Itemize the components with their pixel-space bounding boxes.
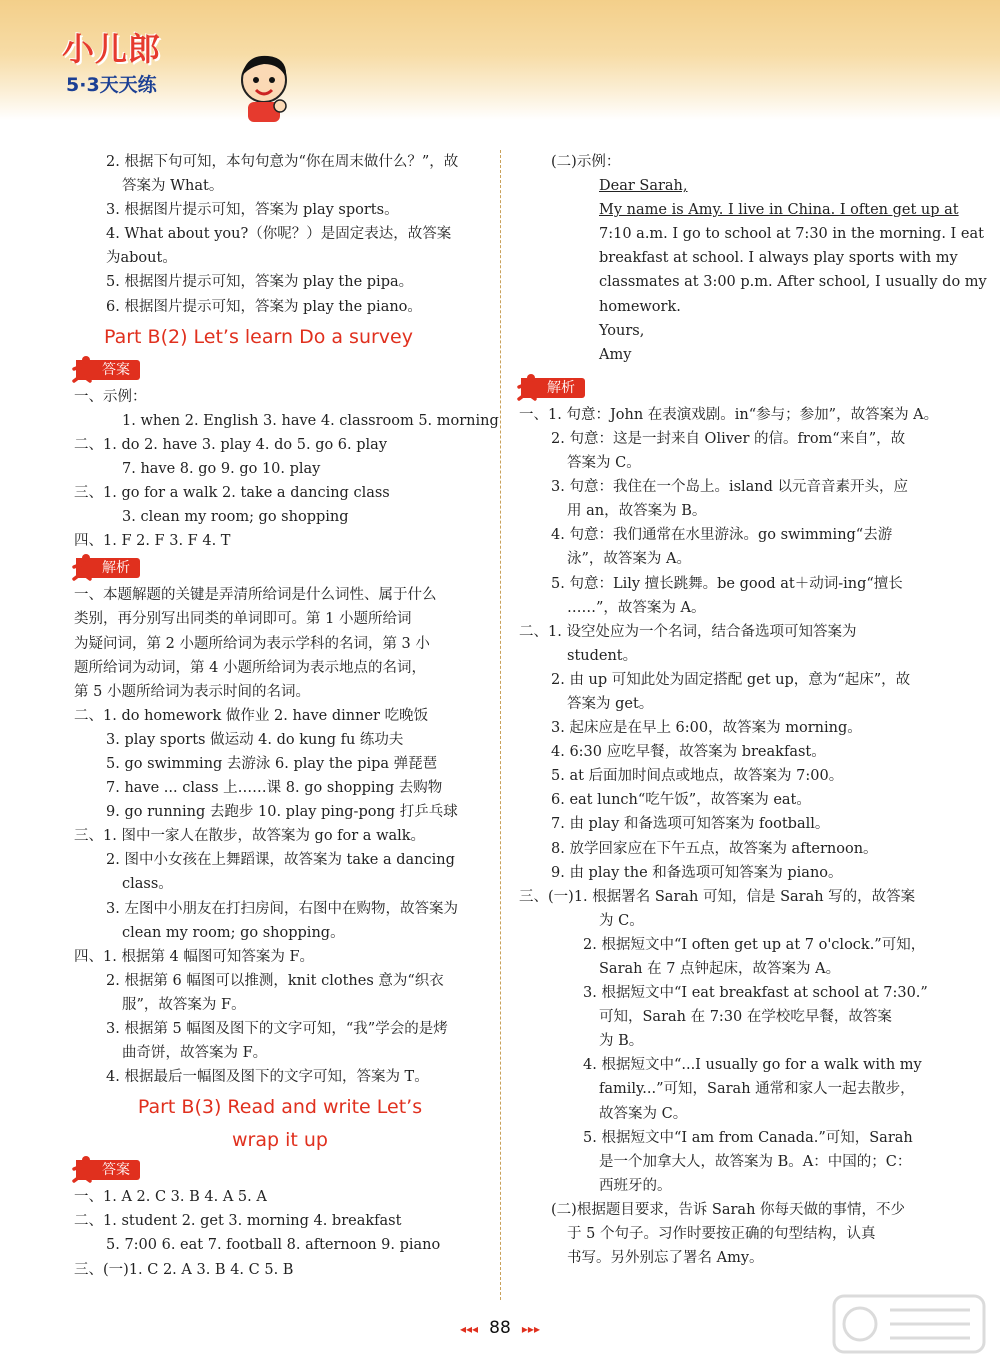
answer-line: 7. have 8. go 9. go 10. play (122, 460, 321, 477)
column-divider (500, 150, 501, 1300)
answer-tag (76, 359, 140, 381)
analysis-tag-row (515, 373, 935, 403)
runner-icon (515, 373, 543, 401)
analysis-line: 3. play sports 做运动 4. do kung fu 练功夫 (106, 731, 404, 748)
sample-letter-line: Amy (599, 346, 632, 363)
answer-line: 1. when 2. English 3. have 4. classroom 5. morning (122, 412, 499, 429)
sample-letter-line: breakfast at school. I always play sports with my (599, 250, 958, 267)
analysis-line: student。 (567, 647, 638, 664)
left-column (70, 150, 499, 1282)
runner-icon (70, 1155, 98, 1183)
analysis-line: 可知，Sarah 在 7:30 在学校吃早餐，故答案 (599, 1009, 892, 1026)
text-line: 答案为 What。 (122, 178, 224, 195)
page-number: 88 (489, 1318, 511, 1338)
analysis-line: 3. 左图中小朋友在打扫房间，右图中在购物，故答案为 (106, 900, 458, 917)
page-header (0, 0, 1000, 120)
right-column (515, 150, 987, 1270)
analysis-line: 4. 根据短文中“...I usually go for a walk with my (583, 1057, 922, 1074)
text-line: 5. 根据图片提示可知，答案为 play the pipa。 (106, 274, 414, 291)
analysis-line: 8. 放学回家应在下午五点，故答案为 afternoon。 (551, 840, 878, 857)
text-line: 4. What about you?（你呢？）是固定表达，故答案 (106, 226, 452, 243)
analysis-tag-label: 解析 (521, 378, 585, 398)
analysis-line: 故答案为 C。 (599, 1105, 688, 1122)
answer-line: 二、1. student 2. get 3. morning 4. breakfast (74, 1213, 402, 1230)
analysis-line: 4. 6:30 应吃早餐，故答案为 breakfast。 (551, 744, 826, 761)
analysis-line: 6. eat lunch“吃午饭”，故答案为 eat。 (551, 792, 811, 809)
analysis-line: family...”可知，Sarah 通常和家人一起去散步， (599, 1081, 915, 1098)
analysis-line: 7. 由 play 和备选项可知答案为 football。 (551, 816, 830, 833)
answer-tag-label: 答案 (76, 1160, 140, 1180)
sample-letter-line: My name is Amy. I live in China. I often get up at (599, 202, 959, 219)
section-title-part-b3-line1: Part B(3) Read and write Let’s (137, 1096, 423, 1119)
brand-logo (62, 24, 232, 104)
analysis-line: 答案为 C。 (567, 455, 641, 472)
analysis-line: 3. 句意：我住在一个岛上。island 以元音音素开头，应 (551, 479, 909, 496)
answer-line: 一、1. A 2. C 3. B 4. A 5. A (74, 1189, 267, 1206)
answer-tag (76, 1159, 140, 1181)
sample-letter-line: classmates at 3:00 p.m. After school, I usually do my (599, 274, 987, 291)
answer-line: 四、1. F 2. F 3. F 4. T (74, 533, 231, 550)
analysis-line: 四、1. 根据第 4 幅图可知答案为 F。 (74, 948, 315, 965)
text-line: 2. 根据下句可知，本句句意为“你在周末做什么？”，故 (106, 154, 459, 170)
analysis-line: 类别，再分别写出同类的单词即可。第 1 小题所给词 (74, 611, 412, 628)
analysis-line: 题所给词为动词，第 4 小题所给词为表示地点的名词， (74, 659, 426, 676)
analysis-line: 3. 根据第 5 幅图及图下的文字可知，“我”学会的是烤 (106, 1021, 448, 1037)
runner-icon (70, 553, 98, 581)
mascot-boy-icon (234, 50, 294, 124)
arrow-right-icon: ▸▸▸ (521, 1322, 540, 1336)
analysis-line: class。 (122, 876, 173, 893)
analysis-line: 泳”，故答案为 A。 (567, 551, 691, 568)
section-title-part-b3-line2: wrap it up (232, 1129, 328, 1152)
answer-tag-label: 答案 (76, 360, 140, 380)
logo-sub-text: 5·3天天练 (66, 74, 157, 96)
analysis-tag-row (70, 553, 490, 583)
analysis-line: 2. 句意：这是一封来自 Oliver 的信。from“来自”，故 (551, 430, 906, 447)
watermark-logo-icon (830, 1290, 990, 1360)
analysis-line: 2. 根据短文中“I often get up at 7 o'clock.”可知， (583, 936, 926, 953)
analysis-line: 是一个加拿大人，故答案为 B。A：中国的；C： (599, 1153, 912, 1170)
answer-line: 5. 7:00 6. eat 7. football 8. afternoon 9. piano (106, 1237, 441, 1254)
answer-line: 三、(一)1. C 2. A 3. B 4. C 5. B (74, 1261, 294, 1278)
analysis-line: 二、1. do homework 做作业 2. have dinner 吃晚饭 (74, 707, 429, 724)
analysis-tag (76, 557, 140, 579)
answer-tag-row (70, 355, 490, 385)
text-line: 6. 根据图片提示可知，答案为 play the piano。 (106, 298, 422, 315)
analysis-line: 3. 根据短文中“I eat breakfast at school at 7:30.” (583, 985, 928, 1002)
sample-letter-line: 7:10 a.m. I go to school at 7:30 in the morning. I eat (599, 226, 984, 243)
analysis-line: 5. at 后面加时间点或地点，故答案为 7:00。 (551, 768, 844, 785)
analysis-line: 二、1. 设空处应为一个名词，结合备选项可知答案为 (519, 623, 857, 640)
analysis-line: 三、(一)1. 根据署名 Sarah 可知，信是 Sarah 写的，故答案 (519, 888, 916, 905)
analysis-line: 一、本题解题的关键是弄清所给词是什么词性、属于什么 (74, 587, 437, 604)
analysis-line: 答案为 get。 (567, 695, 654, 712)
analysis-line: 9. go running 去跑步 10. play ping-pong 打乒乓球 (106, 804, 458, 821)
page-number-area (430, 1318, 570, 1346)
text-line: 为about。 (106, 250, 177, 267)
analysis-line: 3. 起床应是在早上 6:00，故答案为 morning。 (551, 720, 862, 737)
analysis-line: 4. 根据最后一幅图及图下的文字可知，答案为 T。 (106, 1069, 429, 1086)
analysis-line: 用 an，故答案为 B。 (567, 503, 707, 520)
answer-line: 二、1. do 2. have 3. play 4. do 5. go 6. play (74, 436, 388, 453)
analysis-line: 5. go swimming 去游泳 6. play the pipa 弹琵琶 (106, 755, 438, 772)
analysis-line: 书写。另外别忘了署名 Amy。 (567, 1250, 764, 1267)
analysis-line: 为 C。 (599, 912, 644, 929)
analysis-line: 为疑问词，第 2 小题所给词为表示学科的名词，第 3 小 (74, 635, 430, 652)
analysis-line: 曲奇饼，故答案为 F。 (122, 1045, 268, 1062)
runner-icon (70, 355, 98, 383)
analysis-line: clean my room; go shopping。 (122, 924, 345, 941)
analysis-line: 一、1. 句意：John 在表演戏剧。in“参与；参加”，故答案为 A。 (519, 406, 939, 423)
section-title-part-b2: Part B(2) Let’s learn Do a survey (104, 325, 413, 348)
analysis-line: ……”，故答案为 A。 (567, 599, 706, 616)
analysis-line: (二)根据题目要求，告诉 Sarah 你每天做的事情，不少 (551, 1201, 906, 1218)
answer-line: 三、1. go for a walk 2. take a dancing class (74, 485, 390, 502)
analysis-line: 为 B。 (599, 1033, 644, 1050)
text-line: 3. 根据图片提示可知，答案为 play sports。 (106, 202, 399, 219)
sample-letter-line: Dear Sarah, (599, 178, 688, 195)
analysis-line: 2. 由 up 可知此处为固定搭配 get up，意为“起床”，故 (551, 671, 911, 688)
analysis-line: 于 5 个句子。习作时要按正确的句型结构，认真 (567, 1226, 876, 1243)
analysis-line: 服”，故答案为 F。 (122, 996, 246, 1013)
analysis-line: 第 5 小题所给词为表示时间的名词。 (74, 683, 310, 700)
analysis-line: 5. 句意：Lily 擅长跳舞。be good at＋动词-ing“擅长 (551, 575, 903, 592)
sample-letter-line: homework. (599, 298, 681, 315)
analysis-line: 7. have ... class 上……课 8. go shopping 去购物 (106, 780, 443, 797)
arrow-left-icon: ◂◂◂ (460, 1322, 479, 1336)
analysis-line: 5. 根据短文中“I am from Canada.”可知，Sarah (583, 1129, 913, 1146)
answer-tag-row (70, 1155, 490, 1185)
analysis-line: 三、1. 图中一家人在散步，故答案为 go for a walk。 (74, 828, 426, 845)
analysis-line: Sarah 在 7 点钟起床，故答案为 A。 (599, 961, 841, 977)
analysis-tag-label: 解析 (76, 558, 140, 578)
analysis-line: 9. 由 play the 和备选项可知答案为 piano。 (551, 864, 843, 881)
analysis-tag (521, 377, 585, 399)
answer-line: 一、示例： (74, 388, 147, 405)
analysis-line: 西班牙的。 (599, 1177, 672, 1194)
analysis-line: 2. 图中小女孩在上舞蹈课，故答案为 take a dancing (106, 852, 455, 869)
sample-letter-line: Yours, (599, 322, 645, 339)
answer-line: 3. clean my room; go shopping (122, 509, 349, 526)
sample-letter-line: (二)示例： (551, 154, 621, 170)
analysis-line: 2. 根据第 6 幅图可以推测，knit clothes 意为“织衣 (106, 972, 444, 989)
logo-main-text: 小儿郎 (62, 30, 162, 68)
analysis-line: 4. 句意：我们通常在水里游泳。go swimming“去游 (551, 527, 893, 544)
